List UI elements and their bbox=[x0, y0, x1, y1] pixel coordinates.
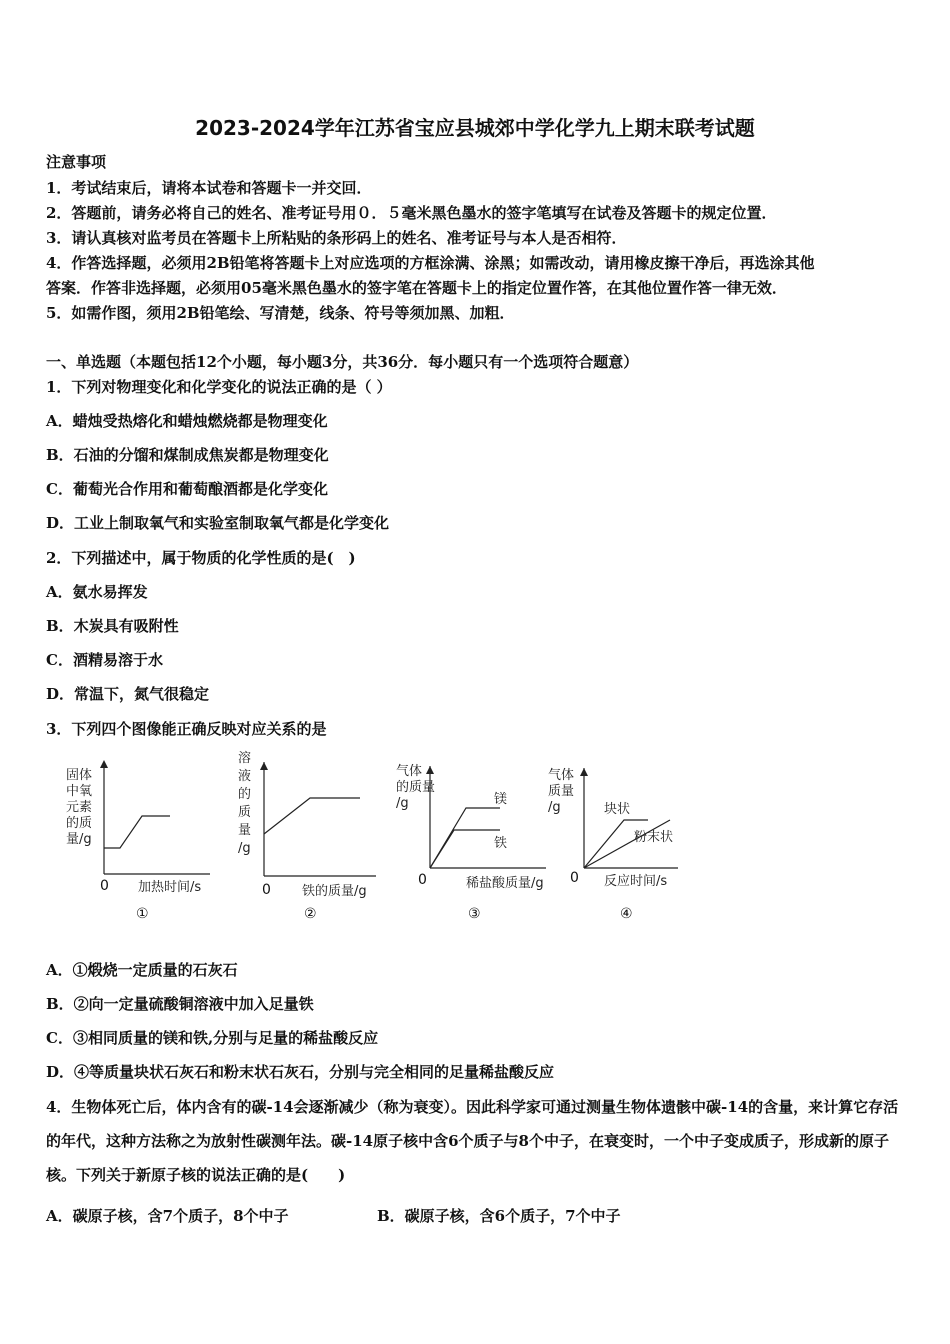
graph-3-xlabel: 稀盐酸质量/g bbox=[466, 876, 544, 891]
option-a: A．①煅烧一定质量的石灰石 bbox=[46, 961, 238, 979]
option-c: C．③相同质量的镁和铁,分别与足量的稀盐酸反应 bbox=[46, 1029, 379, 1047]
graph-3 bbox=[396, 762, 556, 928]
option-a: A．碳原子核，含7个质子，8个中子 bbox=[46, 1207, 289, 1225]
graph-3-label-fe: 铁 bbox=[494, 836, 508, 851]
page-title: 2023-2024学年江苏省宝应县城郊中学化学九上期末联考试题 bbox=[195, 116, 755, 140]
graph-2-axes bbox=[232, 748, 382, 928]
ylabel-line: 质 bbox=[238, 805, 252, 820]
graph-1-xlabel: 加热时间/s bbox=[138, 880, 202, 895]
option-a: A．蜡烛受热熔化和蜡烛燃烧都是物理变化 bbox=[46, 412, 328, 430]
ylabel-line: 溶 bbox=[238, 751, 252, 766]
graph-2 bbox=[232, 748, 382, 928]
graph-2-xlabel: 铁的质量/g bbox=[302, 884, 367, 899]
graph-4 bbox=[548, 766, 708, 928]
ylabel-line: 质量 bbox=[548, 784, 575, 799]
ylabel-line: 的质 bbox=[66, 816, 93, 831]
ylabel-line: 量/g bbox=[66, 832, 92, 847]
ylabel-line: 液 bbox=[238, 769, 252, 784]
graph-3-label-mg: 镁 bbox=[494, 792, 508, 807]
notice-heading: 注意事项 bbox=[46, 153, 107, 171]
graph-2-number: ② bbox=[304, 906, 317, 922]
option-b: B．碳原子核，含6个质子，7个中子 bbox=[377, 1207, 621, 1225]
option-d: D．工业上制取氧气和实验室制取氧气都是化学变化 bbox=[46, 514, 390, 532]
question-stem: 1．下列对物理变化和化学变化的说法正确的是（ ） bbox=[46, 378, 392, 396]
graph-1 bbox=[60, 760, 220, 930]
option-b: B．木炭具有吸附性 bbox=[46, 617, 179, 635]
question-stem: 3．下列四个图像能正确反映对应关系的是 bbox=[46, 720, 327, 738]
ylabel-line: 元素 bbox=[66, 800, 93, 815]
graph-3-axes bbox=[396, 762, 556, 928]
option-c: C．葡萄光合作用和葡萄酿酒都是化学变化 bbox=[46, 480, 328, 498]
notice-item: 4．作答选择题，必须用2B铅笔将答题卡上对应选项的方框涂满、涂黑；如需改动，请用橡皮擦干净后，再选涂其他 bbox=[46, 254, 815, 272]
ylabel-line: /g bbox=[396, 796, 409, 811]
graph-1-origin: 0 bbox=[100, 878, 109, 894]
option-b: B．②向一定量硫酸铜溶液中加入足量铁 bbox=[46, 995, 314, 1013]
graph-3-number: ③ bbox=[468, 906, 481, 922]
ylabel-line: 固体 bbox=[66, 768, 93, 783]
notice-item: 3．请认真核对监考员在答题卡上所粘贴的条形码上的姓名、准考证号与本人是否相符． bbox=[46, 229, 627, 247]
ylabel-line: 量 bbox=[238, 823, 252, 838]
graph-1-number: ① bbox=[136, 906, 149, 922]
option-d: D．④等质量块状石灰石和粉末状石灰石，分别与完全相同的足量稀盐酸反应 bbox=[46, 1063, 555, 1081]
option-b: B．石油的分馏和煤制成焦炭都是物理变化 bbox=[46, 446, 329, 464]
option-d: D．常温下，氮气很稳定 bbox=[46, 685, 210, 703]
notice-item: 5．如需作图，须用2B铅笔绘、写清楚，线条、符号等须加黑、加粗． bbox=[46, 304, 515, 322]
graph-2-origin: 0 bbox=[262, 882, 271, 898]
graph-3-origin: 0 bbox=[418, 872, 427, 888]
graph-1-axes bbox=[60, 760, 220, 930]
graph-4-number: ④ bbox=[620, 906, 633, 922]
ylabel-line: 气体 bbox=[548, 768, 575, 783]
question-stem: 2．下列描述中，属于物质的化学性质的是( ) bbox=[46, 549, 356, 567]
option-c: C．酒精易溶于水 bbox=[46, 651, 163, 669]
graph-4-xlabel: 反应时间/s bbox=[604, 874, 668, 889]
section-heading: 一、单选题（本题包括12个小题，每小题3分，共36分．每小题只有一个选项符合题意） bbox=[46, 353, 639, 371]
ylabel-line: 的质量 bbox=[396, 780, 436, 795]
ylabel-line: 的 bbox=[238, 787, 252, 802]
ylabel-line: /g bbox=[548, 800, 561, 815]
notice-item: 1．考试结束后，请将本试卷和答题卡一并交回． bbox=[46, 179, 372, 197]
graph-4-label-powder: 粉末状 bbox=[634, 830, 674, 845]
notice-item: 答案．作答非选择题，必须用05毫米黑色墨水的签字笔在答题卡上的指定位置作答，在其他位置作答一律无效． bbox=[46, 279, 787, 297]
ylabel-line: /g bbox=[238, 841, 251, 856]
option-a: A．氨水易挥发 bbox=[46, 583, 148, 601]
ylabel-line: 气体 bbox=[396, 764, 423, 779]
question-stem: 4．生物体死亡后，体内含有的碳-14会逐渐减少（称为衰变）。因此科学家可通过测量生物体遗骸中碳-14的含量，来计算它存活的年代，这种方法称之为放射性碳测年法。碳-14原子核中含6个质子与8个中子，在衰变时，一个中子变成质子，形成新的原子核。下列关于新原子核的说法正确的是( ) bbox=[46, 1098, 899, 1184]
ylabel-line: 中氧 bbox=[66, 784, 93, 799]
graph-4-axes bbox=[548, 766, 708, 928]
graph-4-label-lump: 块状 bbox=[604, 802, 631, 817]
graph-4-origin: 0 bbox=[570, 870, 579, 886]
notice-item: 2．答题前，请务必将自己的姓名、准考证号用０．５毫米黑色墨水的签字笔填写在试卷及答题卡的规定位置． bbox=[46, 204, 777, 222]
